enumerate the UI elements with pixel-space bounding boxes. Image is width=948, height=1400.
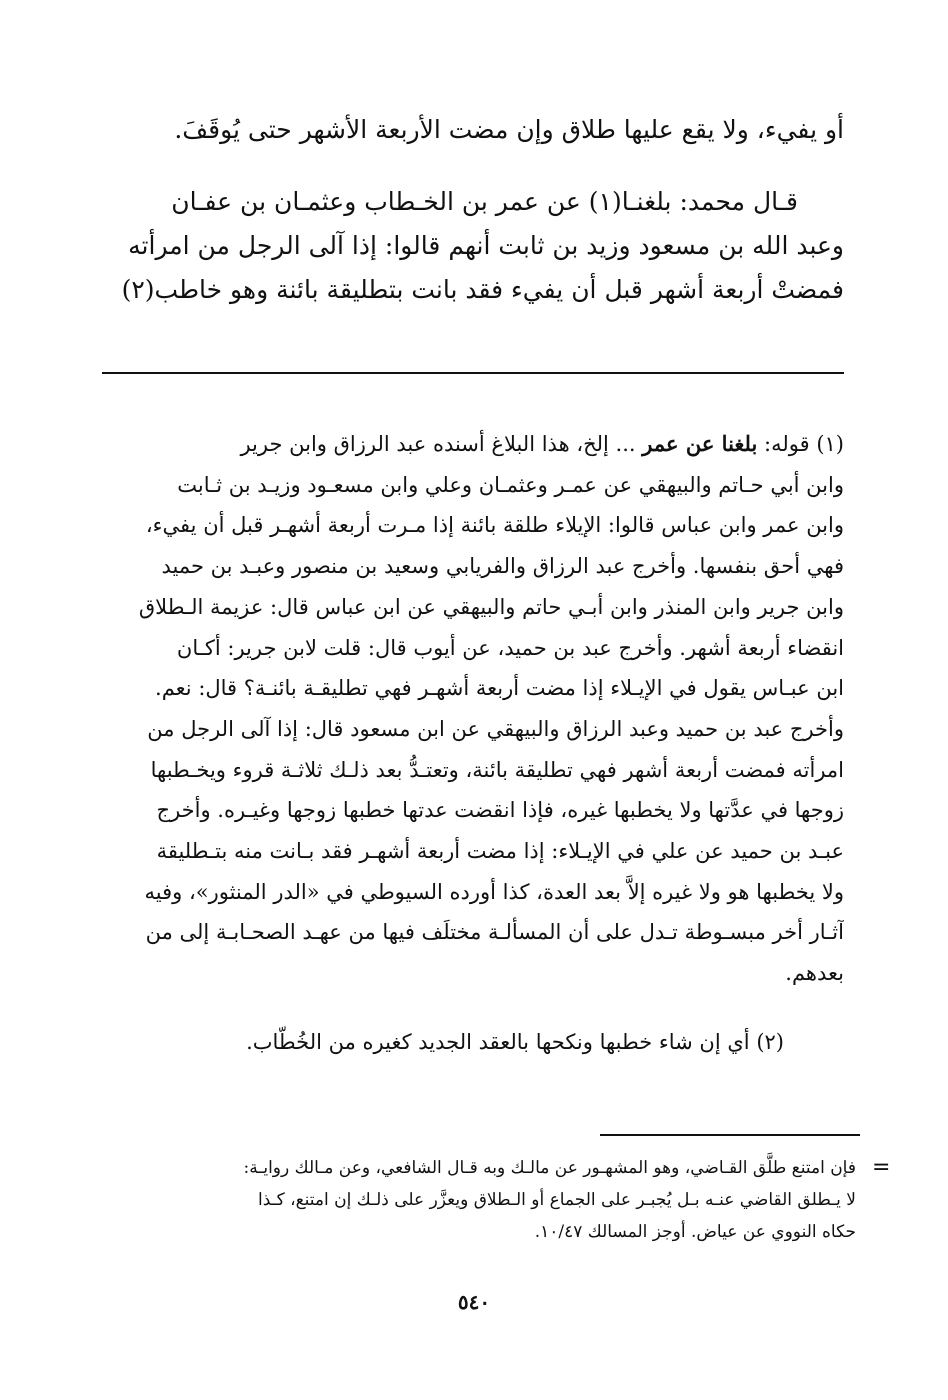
footnote-1-line: وأخرج عبد بن حميد وعبد الرزاق والبيهقي عن ابن مسعود قال: إذا آلى الرجل من — [147, 716, 844, 741]
footnote-1-line: بعدهم. — [785, 961, 844, 986]
continued-footnote — [100, 1152, 856, 1248]
footnote-1-line: فهي أحق بنفسها. وأخرج عبد الرزاق والفريابي وسعيد بن منصور وعبـد بن حميد — [161, 554, 844, 579]
footnote-1 — [104, 424, 844, 994]
footnote-1-line: انقضاء أربعة أشهر. وأخرج عبد بن حميد، عن أيوب قال: قلت لابن جرير: أكـان — [176, 635, 844, 660]
continuation-mark: = — [872, 1155, 891, 1180]
continued-footnote-line: لا يـطلق القاضي عنـه بـل يُجبـر على الجماع أو الـطلاق ويعزَّر على ذلـك إن امتنع، كـذا — [258, 1190, 856, 1210]
continued-footnote-line: حكاه النووي عن عياض. أوجز المسالك ١٠/٤٧. — [534, 1222, 856, 1242]
footnotes — [104, 424, 844, 1063]
page-number: ٥٤٠ — [457, 1290, 491, 1314]
footnote-1-line: وابن عمر وابن عباس قالوا: الإيلاء طلقة بائنة إذا مـرت أربعة أشهـر قبل أن يفيء، — [145, 513, 844, 538]
main-paragraph-1: أو يفيء، ولا يقع عليها طلاق وإن مضت الأربعة الأشهر حتى يُوقَفَ. — [174, 115, 844, 144]
footnote-1-line: آثـار أخر مبسـوطة تـدل على أن المسألـة مختلَف فيها من عهـد الصحـابـة إلى من — [145, 920, 844, 945]
footnote-1-line: وابن أبي حـاتم والبيهقي عن عمـر وعثمـان وعلي وابن مسعـود وزيـد بن ثـابت — [177, 472, 844, 497]
continuation-separator — [600, 1134, 860, 1136]
main-text — [104, 108, 844, 312]
footnote-1-bold-phrase: بلغنا عن عمر — [642, 431, 758, 456]
footnote-2 — [104, 1022, 844, 1063]
footnote-1-line: ولا يخطبها هو ولا غيره إلاَّ بعد العدة، كذا أورده السيوطي في «الدر المنثور»، وفيه — [144, 879, 844, 904]
footnote-1-line: امرأته فمضت أربعة أشهر فهي تطليقة بائنة، وتعتـدُّ بعد ذلـك ثلاثـة قروء ويخـطبها — [150, 757, 844, 782]
footnote-1-line1-rest: ... إلخ، هذا البلاغ أسنده عبد الرزاق وابن جرير — [240, 432, 636, 456]
footnote-2-text: (٢) أي إن شاء خطبها ونكحها بالعقد الجديد كغيره من الخُطّاب. — [246, 1029, 784, 1054]
main-paragraph-2-line: فمضتْ أربعة أشهر قبل أن يفيء فقد بانت بتطليقة بائنة وهو خاطب(٢) — [121, 275, 844, 304]
footnote-1-line — [104, 424, 844, 465]
main-paragraph-2-line: قـال محمد: بلغنـا(١) عن عمر بن الخـطاب وعثمـان بن عفـان — [171, 187, 798, 216]
footnote-separator — [102, 372, 844, 374]
main-paragraph-2 — [104, 180, 844, 312]
footnote-1-line: عبـد بن حميد عن علي في الإيـلاء: إذا مضت أربعة أشهـر فقد بـانت منه بتـطليقة — [156, 839, 844, 864]
footnote-1-lead: (١) قوله: — [757, 432, 844, 456]
footnote-1-line: زوجها في عدَّتها ولا يخطبها غيره، فإذا انقضت عدتها خطبها زوجها وغيـره. وأخرج — [156, 798, 844, 823]
main-paragraph-2-line: وعبد الله بن مسعود وزيد بن ثابت أنهم قالوا: إذا آلى الرجل من امرأته — [128, 231, 844, 260]
footnote-1-line: وابن جرير وابن المنذر وابن أبـي حاتم والبيهقي عن ابن عباس قال: عزيمة الـطلاق — [138, 594, 844, 619]
footnote-1-line: ابن عبـاس يقول في الإيـلاء إذا مضت أربعة أشهـر فهي تطليقـة بائنـة؟ قال: نعم. — [155, 676, 844, 701]
continued-footnote-line: فإن امتنع طلَّق القـاضي، وهو المشهـور عن مالـك وبه قـال الشافعي، وعن مـالك روايـة: — [243, 1158, 856, 1178]
